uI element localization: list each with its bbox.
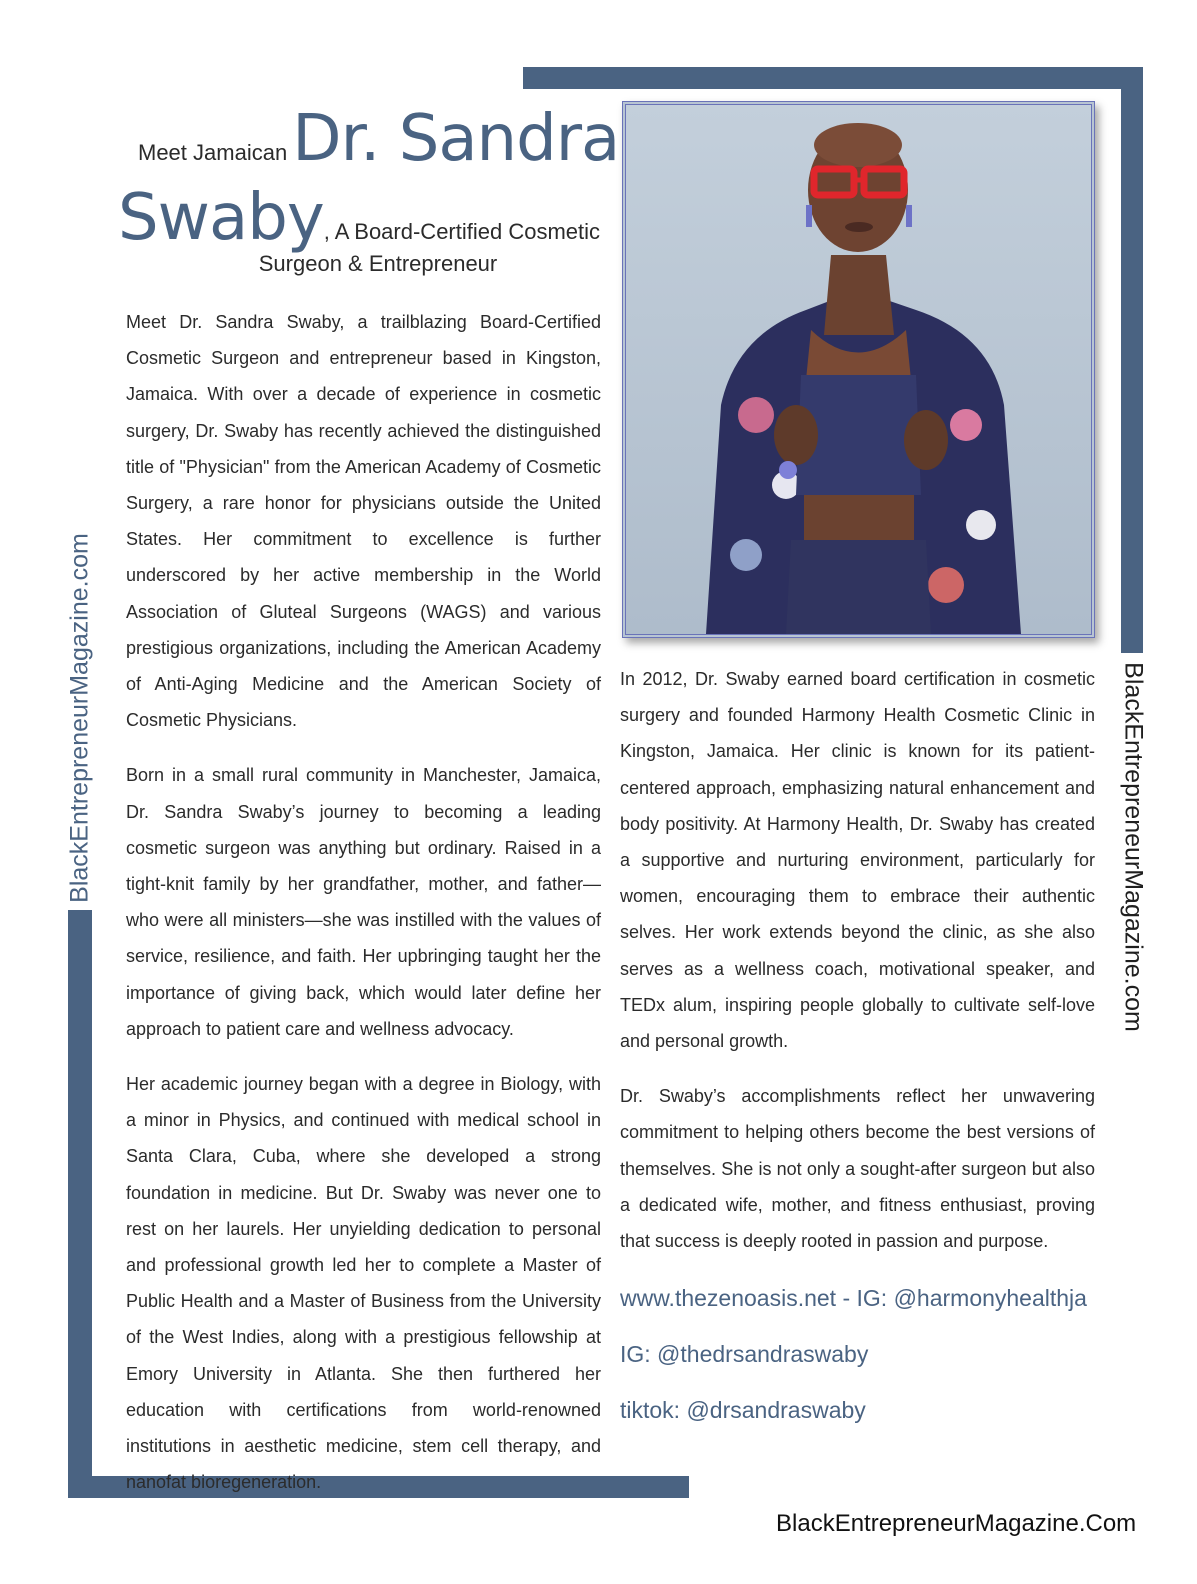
title-prefix: Meet Jamaican — [138, 140, 288, 165]
paragraph: Her academic journey began with a degree in Biology, with a minor in Physics, and continued with medical school in Santa Clara, Cuba, where she developed a strong foundation in medicine. But Dr. Swaby was never one to rest on her laurels. Her unyielding dedication to personal and professional growth led her to complete a Master of Public Health and a Master of Business from the University of the West Indies, along with a prestigious fellowship at Emory University in Atlanta. She then furthered her education with certifications from world-renowned institutions in aesthetic medicine, stem cell therapy, and nanofat bioregeneration. — [126, 1074, 601, 1493]
frame-bar-left — [68, 910, 92, 1498]
title-name-line2: Swaby — [118, 181, 324, 255]
paragraph: Dr. Swaby’s accomplishments reflect her unwavering commitment to helping others become the best versions of themselves. She is not only a sought-after surgeon but also a dedicated wife, mother, and fitness enthusiast, proving that success is deeply rooted in passion and purpose. — [620, 1086, 1095, 1252]
side-url-right: BlackEntrepreneurMagazine.com — [1119, 662, 1148, 1032]
frame-bar-top — [523, 67, 1143, 89]
portrait-illustration — [626, 105, 1091, 634]
frame-bar-right — [1121, 67, 1143, 653]
title-subtitle-line1: , A Board-Certified Cosmetic — [323, 219, 601, 244]
social-links — [620, 1280, 1087, 1448]
title-subtitle-line2: Surgeon & Entrepreneur — [258, 251, 498, 276]
link-website[interactable]: www.thezenoasis.net - IG: @harmonyhealthja — [620, 1285, 1087, 1311]
side-url-left: BlackEntrepreneurMagazine.com — [65, 533, 94, 903]
page-title — [118, 95, 620, 279]
portrait-photo — [622, 101, 1095, 638]
paragraph: In 2012, Dr. Swaby earned board certification in cosmetic surgery and founded Harmony Health Cosmetic Clinic in Kingston, Jamaica. Her clinic is known for its patient-centered approach, emphasizing natural enhancement and body positivity. At Harmony Health, Dr. Swaby has created a supportive and nurturing environment, particularly for women, encouraging them to embrace their authentic selves. Her work extends beyond the clinic, as she also serves as a wellness coach, motivational speaker, and TEDx alum, inspiring people globally to cultivate self-love and personal growth. — [620, 669, 1095, 1052]
paragraph: Meet Dr. Sandra Swaby, a trailblazing Board-Certified Cosmetic Surgeon and entrepreneur based in Kingston, Jamaica. With over a decade of experience in cosmetic surgery, Dr. Swaby has recently achieved the distinguished title of "Physician" from the American Academy of Cosmetic Surgery, a rare honor for physicians outside the United States. Her commitment to excellence is further underscored by her active membership in the World Association of Gluteal Surgeons (WAGS) and various prestigious organizations, including the American Academy of Anti-Aging Medicine and the American Society of Cosmetic Physicians. — [126, 312, 601, 731]
link-instagram[interactable]: IG: @thedrsandraswaby — [620, 1341, 869, 1367]
link-tiktok[interactable]: tiktok: @drsandraswaby — [620, 1397, 866, 1423]
footer-url[interactable]: BlackEntrepreneurMagazine.Com — [776, 1510, 1137, 1537]
article-column-right — [620, 661, 1095, 1278]
article-column-left — [126, 304, 601, 1520]
paragraph: Born in a small rural community in Manchester, Jamaica, Dr. Sandra Swaby’s journey to becoming a leading cosmetic surgeon was anything but ordinary. Raised in a tight-knit family by her grandfather, mother, and father—who were all ministers—she was instilled with the values of service, resilience, and faith. Her upbringing taught her the importance of giving back, which would later define her approach to patient care and wellness advocacy. — [126, 765, 601, 1039]
title-name-line1: Dr. Sandra — [292, 102, 620, 176]
